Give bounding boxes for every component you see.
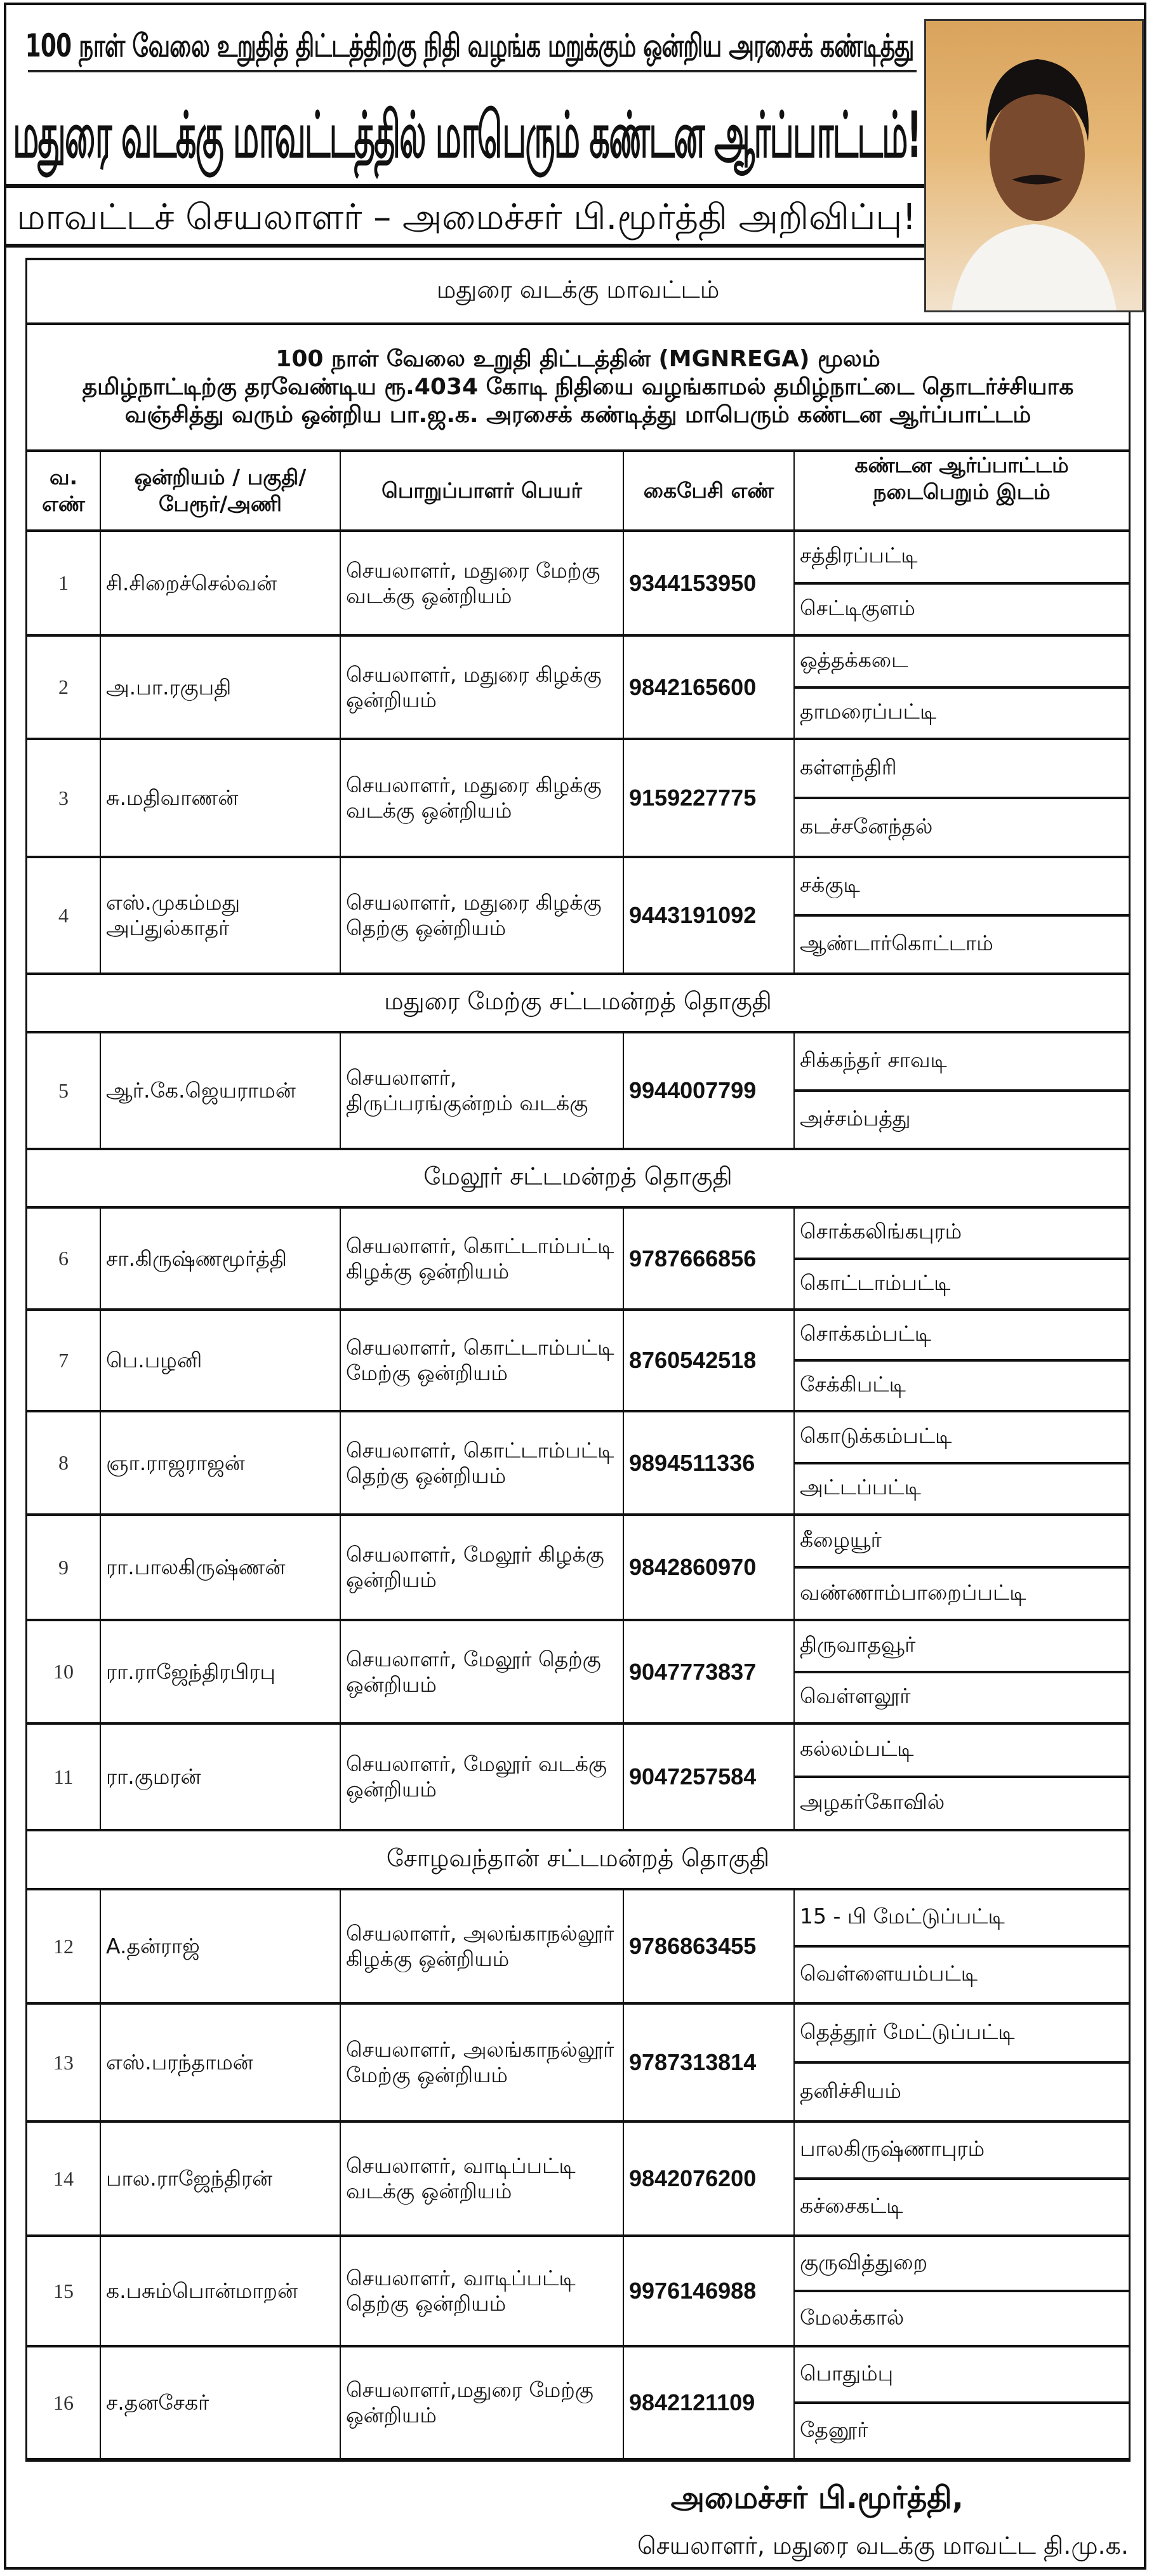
serial-number: 7 (27, 1311, 101, 1410)
person-name: சு.மதிவாணன் (101, 740, 341, 856)
signature-name-text: அமைச்சர் பி.மூர்த்தி, (670, 2480, 964, 2516)
venues (795, 2347, 1129, 2458)
venue: வெள்ளையம்பட்டி (795, 1945, 1129, 2002)
table-row (25, 1888, 1131, 2002)
role: செயலாளர், கொட்டாம்பட்டி தெற்கு ஒன்றியம் (341, 1412, 624, 1513)
section-row (25, 973, 1131, 1031)
phone-number: 9894511336 (624, 1412, 795, 1513)
col-header-venue: கண்டன ஆர்ப்பாட்டம் நடைபெறும் இடம் (854, 453, 1069, 504)
serial-number: 9 (27, 1516, 101, 1619)
venue: கொடுக்கம்பட்டி (800, 1423, 952, 1448)
signature-designation-text: செயலாளர், மதுரை வடக்கு மாவட்ட தி.மு.க. (637, 2532, 1129, 2559)
venue: சிக்கந்தர் சாவடி (800, 1047, 947, 1072)
serial-number: 10 (27, 1621, 101, 1722)
role: செயலாளர், மேலூர் வடக்கு ஒன்றியம் (341, 1725, 624, 1829)
venue: பாலகிருஷ்ணாபுரம் (800, 2136, 985, 2161)
person-name: A.தன்ராஜ் (101, 1890, 341, 2002)
venue: தாமரைப்பட்டி (795, 686, 1129, 738)
venue: கீழையூர் (800, 1527, 882, 1552)
venue: பொதும்பு (800, 2360, 894, 2386)
person-name: ரா.பாலகிருஷ்ணன் (101, 1516, 341, 1619)
table-row (25, 1619, 1131, 1722)
venue: ஆண்டார்கொட்டாம் (795, 914, 1129, 973)
serial-number: 14 (27, 2123, 101, 2234)
phone-number: 9159227775 (624, 740, 795, 856)
venues (795, 2005, 1129, 2120)
venue: கொட்டாம்பட்டி (795, 1258, 1129, 1309)
serial-number: 8 (27, 1412, 101, 1513)
venue: வண்ணாம்பாறைப்பட்டி (795, 1566, 1129, 1619)
table-row (25, 2120, 1131, 2234)
role: செயலாளர், மதுரை கிழக்கு ஒன்றியம் (341, 637, 624, 738)
phone-number: 9976146988 (624, 2237, 795, 2345)
phone-number: 9443191092 (624, 858, 795, 973)
col-header-incharge: பொறுப்பாளர் பெயர் (341, 452, 624, 529)
headline-subtitle-text: மாவட்டச் செயலாளர் – அமைச்சர் பி.மூர்த்தி அறிவிப்பு! (17, 197, 917, 238)
role: செயலாளர், மேலூர் கிழக்கு ஒன்றியம் (341, 1516, 624, 1619)
intro-line (39, 401, 1118, 429)
venues (795, 1725, 1129, 1829)
intro-line (39, 373, 1118, 401)
person-name: பால.ராஜேந்திரன் (101, 2123, 341, 2234)
table-row (25, 1031, 1131, 1148)
venues (795, 532, 1129, 634)
intro-line-text: தமிழ்நாட்டிற்கு தரவேண்டிய ரூ.4034 கோடி நிதியை வழங்காமல் தமிழ்நாட்டை தொடர்ச்சியாக (82, 374, 1074, 400)
venue: செட்டிகுளம் (795, 582, 1129, 635)
table-header (25, 449, 1131, 529)
table-row (25, 2002, 1131, 2120)
serial-number: 6 (27, 1209, 101, 1308)
venues (795, 1412, 1129, 1513)
venues (795, 1209, 1129, 1308)
person-name: க.பசும்பொன்மாறன் (101, 2237, 341, 2345)
role: செயலாளர், வாடிப்பட்டி தெற்கு ஒன்றியம் (341, 2237, 624, 2345)
serial-number: 15 (27, 2237, 101, 2345)
serial-number: 13 (27, 2005, 101, 2120)
person-name: ரா.ராஜேந்திரபிரபு (101, 1621, 341, 1722)
venues (795, 858, 1129, 973)
intro-row (25, 322, 1131, 449)
phone-number: 9787313814 (624, 2005, 795, 2120)
phone-number: 9842121109 (624, 2347, 795, 2458)
phone-number: 9344153950 (624, 532, 795, 634)
venues (795, 637, 1129, 738)
district-title: மதுரை வடக்கு மாவட்டம் (436, 276, 720, 303)
table-row (25, 2345, 1131, 2462)
venue: மேலக்கால் (795, 2290, 1129, 2345)
section-title: சோழவந்தான் சட்டமன்றத் தொகுதி (386, 1843, 770, 1872)
role: செயலாளர், மதுரை கிழக்கு வடக்கு ஒன்றியம் (341, 740, 624, 856)
portrait-image (926, 21, 1142, 310)
table-row (25, 738, 1131, 856)
phone-number: 9842076200 (624, 2123, 795, 2234)
venues (795, 740, 1129, 856)
person-name: சா.கிருஷ்ணமூர்த்தி (101, 1209, 341, 1308)
venues (795, 2123, 1129, 2234)
venue: குருவித்துறை (800, 2249, 928, 2274)
table-row (25, 1206, 1131, 1308)
person-name: சி.சிறைச்செல்வன் (101, 532, 341, 634)
person-name: ஆர்.கே.ஜெயராமன் (101, 1033, 341, 1148)
section-title: மேலூர் சட்டமன்றத் தொகுதி (423, 1162, 733, 1190)
intro-line-text: 100 நாள் வேலை உறுதி திட்டத்தின் (MGNREGA) மூலம் (275, 346, 880, 372)
minister-photo (924, 19, 1144, 312)
venue: திருவாதவூர் (800, 1631, 916, 1657)
venues (795, 1621, 1129, 1722)
table-row (25, 1410, 1131, 1513)
role: செயலாளர், கொட்டாம்பட்டி மேற்கு ஒன்றியம் (341, 1311, 624, 1410)
section-row (25, 1148, 1131, 1206)
col-header-union: ஒன்றியம் / பகுதி/ பேரூர்/அணி (101, 452, 341, 529)
role: செயலாளர், கொட்டாம்பட்டி கிழக்கு ஒன்றியம் (341, 1209, 624, 1308)
venue: சேக்கிபட்டி (795, 1359, 1129, 1410)
phone-number: 9842860970 (624, 1516, 795, 1619)
role: செயலாளர், வாடிப்பட்டி வடக்கு ஒன்றியம் (341, 2123, 624, 2234)
person-name: எஸ்.பரந்தாமன் (101, 2005, 341, 2120)
divider (6, 184, 924, 188)
col-header-serial: வ. எண் (27, 452, 101, 529)
intro-line-text: வஞ்சித்து வரும் ஒன்றிய பா.ஜ.க. அரசைக் கண்டித்து மாபெரும் கண்டன ஆர்ப்பாட்டம் (124, 402, 1031, 428)
venue: தனிச்சியம் (795, 2061, 1129, 2120)
phone-number: 9047773837 (624, 1621, 795, 1722)
headline-main (13, 94, 920, 176)
venue: சத்திரப்பட்டி (800, 543, 918, 568)
person-name: பெ.பழனி (101, 1311, 341, 1410)
venue: தேனூர் (795, 2401, 1129, 2458)
venue: வெள்ளலூர் (795, 1671, 1129, 1723)
serial-number: 12 (27, 1890, 101, 2002)
headline-top (25, 25, 914, 66)
phone-number: 9944007799 (624, 1033, 795, 1148)
phone-number: 9786863455 (624, 1890, 795, 2002)
serial-number: 11 (27, 1725, 101, 1829)
venue: அழகர்கோவில் (795, 1776, 1129, 1829)
section-title: மதுரை மேற்கு சட்டமன்றத் தொகுதி (384, 987, 772, 1015)
headline-main-text: மதுரை வடக்கு மாவட்டத்தில் மாபெரும் கண்டன ஆர்ப்பாட்டம்! (13, 98, 920, 172)
protest-schedule-table (25, 258, 1131, 2462)
table-row (25, 529, 1131, 634)
phone-number: 9047257584 (624, 1725, 795, 1829)
col-header-phone: கைபேசி எண் (624, 452, 795, 529)
role: செயலாளர், மேலூர் தெற்கு ஒன்றியம் (341, 1621, 624, 1722)
person-name: ஞா.ராஜராஜன் (101, 1412, 341, 1513)
table-row (25, 634, 1131, 738)
venue: தெத்தூர் மேட்டுப்பட்டி (800, 2019, 1015, 2044)
venue: சக்குடி (800, 872, 860, 897)
role: செயலாளர், அலங்காநல்லூர் மேற்கு ஒன்றியம் (341, 2005, 624, 2120)
person-name: ச.தனசேகர் (101, 2347, 341, 2458)
venues (795, 1311, 1129, 1410)
phone-number: 8760542518 (624, 1311, 795, 1410)
venues (795, 1516, 1129, 1619)
headline-subtitle (13, 194, 920, 242)
role: செயலாளர், திருப்பரங்குன்றம் வடக்கு (341, 1033, 624, 1148)
table-row (25, 1308, 1131, 1410)
venue: கச்சைகட்டி (795, 2177, 1129, 2234)
role: செயலாளர்,மதுரை மேற்கு ஒன்றியம் (341, 2347, 624, 2458)
venue: கள்ளந்திரி (800, 754, 897, 780)
venue: சொக்கம்பட்டி (800, 1321, 932, 1346)
person-name: ரா.குமரன் (101, 1725, 341, 1829)
table-row (25, 1722, 1131, 1829)
table-row (25, 2234, 1131, 2345)
venues (795, 1033, 1129, 1148)
headline-top-text: 100 நாள் வேலை உறுதித் திட்டத்திற்கு நிதி வழங்க மறுக்கும் ஒன்றிய அரசைக் கண்டித்து (25, 27, 914, 64)
venue: அச்சம்பத்து (795, 1089, 1129, 1148)
serial-number: 3 (27, 740, 101, 856)
signature-name (392, 2479, 964, 2517)
venue: ஒத்தக்கடை (800, 647, 908, 672)
venue: 15 - பி மேட்டுப்பட்டி (800, 1904, 1005, 1929)
serial-number: 4 (27, 858, 101, 973)
venues (795, 2237, 1129, 2345)
section-row (25, 1829, 1131, 1888)
table-row (25, 856, 1131, 973)
venues (795, 1890, 1129, 2002)
phone-number: 9787666856 (624, 1209, 795, 1308)
person-name: எஸ்.முகம்மது அப்துல்காதர் (101, 858, 341, 973)
role: செயலாளர், மதுரை கிழக்கு தெற்கு ஒன்றியம் (341, 858, 624, 973)
venue: கல்லம்பட்டி (800, 1736, 914, 1761)
serial-number: 16 (27, 2347, 101, 2458)
table-row (25, 1513, 1131, 1619)
serial-number: 2 (27, 637, 101, 738)
venue: சொக்கலிங்கபுரம் (800, 1219, 962, 1244)
venue: அட்டப்பட்டி (795, 1462, 1129, 1514)
intro-line (39, 345, 1118, 373)
headline-underline (28, 70, 917, 72)
serial-number: 1 (27, 532, 101, 634)
serial-number: 5 (27, 1033, 101, 1148)
venue: கடச்சனேந்தல் (795, 797, 1129, 856)
person-name: அ.பா.ரகுபதி (101, 637, 341, 738)
signature-designation (430, 2530, 1129, 2561)
intro-text (27, 325, 1129, 449)
role: செயலாளர், மதுரை மேற்கு வடக்கு ஒன்றியம் (341, 532, 624, 634)
role: செயலாளர், அலங்காநல்லூர் கிழக்கு ஒன்றியம் (341, 1890, 624, 2002)
divider (6, 244, 924, 248)
phone-number: 9842165600 (624, 637, 795, 738)
